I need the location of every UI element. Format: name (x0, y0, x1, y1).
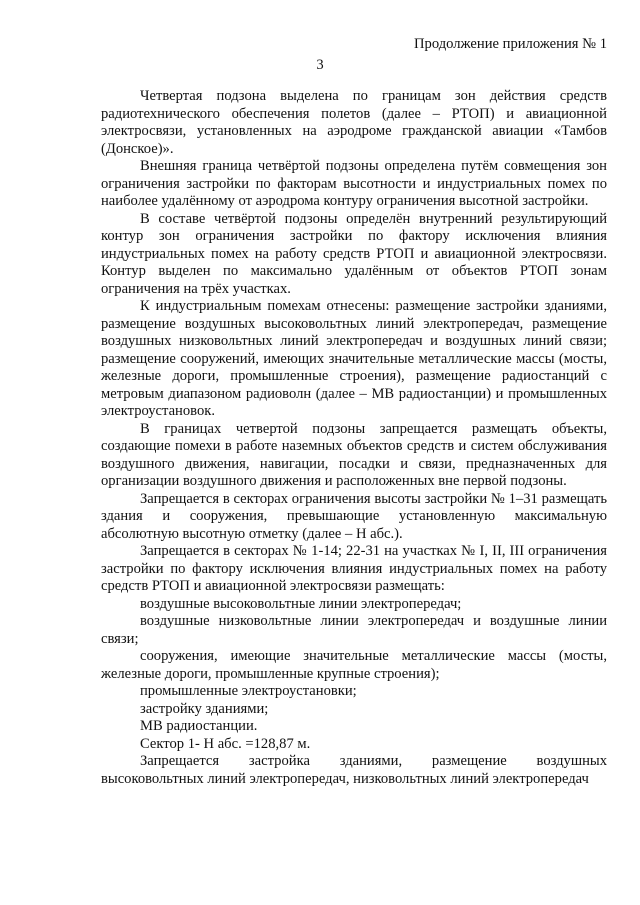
list-item-low-voltage-lines: воздушные низковольтные линии электропередач и воздушные линии связи; (101, 613, 607, 647)
list-item-buildings: застройку зданиями; (140, 700, 269, 717)
list-item-radio-stations: МВ радиостанции. (140, 718, 258, 734)
page-number: 3 (316, 57, 324, 73)
list-item-metal-structures: сооружения, имеющие значительные металлические массы (мосты, железные дороги, промышленные крупные строения); (101, 648, 607, 682)
paragraph-prohibited-objects: В границах четвертой подзоны запрещается размещать объекты, создающие помехи в работе наземных объектов средств и систем обслуживания воздушного движения, навигации, посадки и связи, предназначенных для организации воздушного движения и расположенных вне первой подзоны. (101, 420, 607, 489)
sector-1-height: Сектор 1- Н абс. =128,87 м. (140, 735, 311, 752)
list-item-electrical-installations: промышленные электроустановки; (140, 683, 357, 699)
list-item-high-voltage-lines: воздушные высоковольтные линии электропередач; (140, 595, 462, 612)
paragraph-sector-restriction: Запрещается в секторах № 1-14; 22-31 на участках № I, II, III ограничения застройки по фактору исключения влияния индустриальных помех на работу средств РТОП и авиационной электросвязи размещать: (101, 543, 607, 594)
paragraph-height-restriction: Запрещается в секторах ограничения высоты застройки № 1–31 размещать здания и сооружения, превышающие установленную максимальную абсолютную высотную отметку (далее – Н абс.). (101, 490, 607, 542)
appendix-continuation-note: Продолжение приложения № 1 (414, 36, 607, 52)
document-body (101, 88, 607, 788)
paragraph-subzone-definition: Четвертая подзона выделена по границам зон действия средств радиотехнического обеспечения полетов (далее – РТОП) и авиационной электросвязи, установленных на аэродроме гражданской авиации «Тамбов (Донское)». (101, 88, 607, 157)
paragraph-inner-contour: В составе четвёртой подзоны определён внутренний результирующий контур зон ограничения застройки по фактору исключения влияния индустриальных помех на работу средств РТОП и авиационной электросвязи. Контур выделен по максимально удалённым от объектов РТОП зонам ограничения на трёх участках. (101, 210, 607, 297)
paragraph-construction-prohibited: Запрещается застройка зданиями, размещение воздушных высоковольтных линий электропередач, низковольтных линий электропередач (101, 753, 607, 787)
paragraph-industrial-interference: К индустриальным помехам отнесены: размещение застройки зданиями, размещение воздушных высоковольтных линий электропередач, размещение воздушных низковольтных линий электропередач и воздушных линий связи; размещение сооружений, имеющих значительные металлические массы (мосты, железные дороги, промышленные строения), размещение радиостанций с метровым диапазоном радиоволн (далее – МВ радиостанции) и промышленных электроустановок. (101, 298, 607, 419)
paragraph-outer-boundary: Внешняя граница четвёртой подзоны определена путём совмещения зон ограничения застройки по факторам высотности и индустриальных помех по наиболее удалённому от аэродрома контуру ограничения высотной застройки. (101, 158, 607, 209)
